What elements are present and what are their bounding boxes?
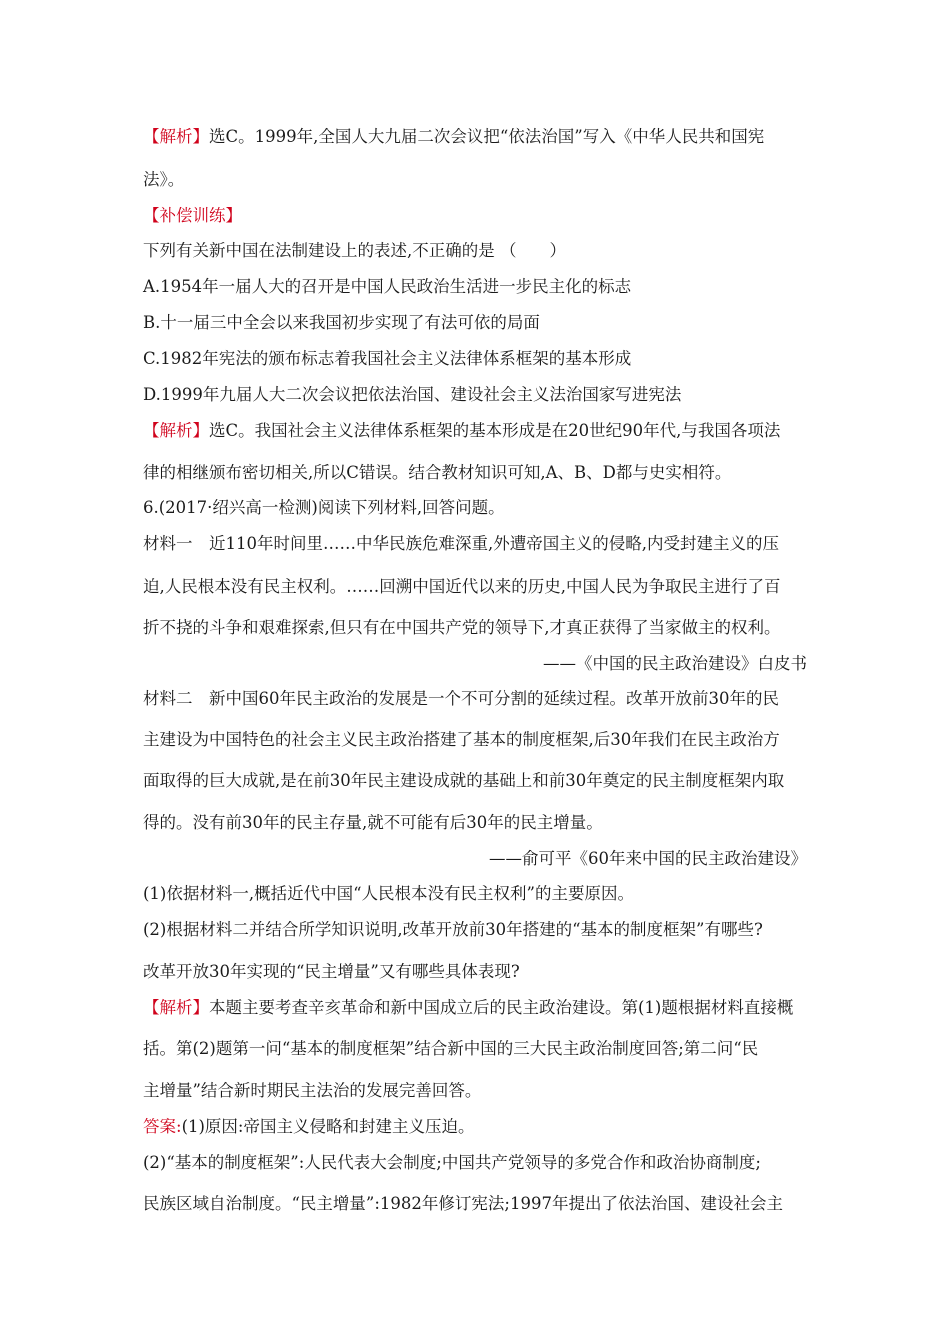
material-2-line: 面取得的巨大成就,是在前30年民主建设成就的基础上和前30年奠定的民主制度框架内取: [143, 771, 785, 790]
question-2: (2)根据材料二并结合所学知识说明,改革开放前30年搭建的“基本的制度框架”有哪些?: [143, 920, 763, 939]
answer-text: (1)原因:帝国主义侵略和封建主义压迫。: [181, 1117, 475, 1136]
answer-line: [143, 1116, 813, 1138]
material-2-source: ——俞可平《60年来中国的民主政治建设》: [489, 849, 807, 868]
analysis-text: 本题主要考查辛亥革命和新中国成立后的民主政治建设。第(1)题根据材料直接概: [209, 998, 794, 1017]
question-stem: 下列有关新中国在法制建设上的表述,不正确的是 （ ）: [143, 241, 566, 260]
analysis-text: 选C。我国社会主义法律体系框架的基本形成是在20世纪90年代,与我国各项法: [209, 421, 781, 440]
material-2-line: 得的。没有前30年的民主存量,就不可能有后30年的民主增量。: [143, 813, 603, 832]
text-line: 主增量”结合新时期民主法治的发展完善回答。: [143, 1081, 482, 1100]
option-d: D.1999年九届人大二次会议把依法治国、建设社会主义法治国家写进宪法: [143, 385, 682, 404]
text-line: 括。第(2)题第一问“基本的制度框架”结合新中国的三大民主政治制度回答;第二问“民: [143, 1039, 759, 1058]
material-1-line: 迫,人民根本没有民主权利。……回溯中国近代以来的历史,中国人民为争取民主进行了百: [143, 577, 781, 596]
option-c: C.1982年宪法的颁布标志着我国社会主义法律体系框架的基本形成: [143, 349, 632, 368]
question-2-continued: 改革开放30年实现的“民主增量”又有哪些具体表现?: [143, 962, 520, 981]
text-line: 法》。: [143, 170, 185, 189]
supplementary-training-label: 【补偿训练】: [143, 206, 242, 225]
question-1: (1)依据材料一,概括近代中国“人民根本没有民主权利”的主要原因。: [143, 884, 634, 903]
analysis-line: [143, 997, 813, 1019]
material-2-line: 主建设为中国特色的社会主义民主政治搭建了基本的制度框架,后30年我们在民主政治方: [143, 730, 780, 749]
material-1-source: ——《中国的民主政治建设》白皮书: [543, 654, 807, 673]
option-b: B.十一届三中全会以来我国初步实现了有法可依的局面: [143, 313, 540, 332]
analysis-label: 【解析】: [143, 127, 209, 146]
analysis-line: [143, 126, 813, 148]
material-2-line: 材料二 新中国60年民主政治的发展是一个不可分割的延续过程。改革开放前30年的民: [143, 689, 779, 708]
analysis-line: [143, 420, 813, 442]
material-1-line: 材料一 近110年时间里……中华民族危难深重,外遭帝国主义的侵略,内受封建主义的压: [143, 534, 779, 553]
text-line: (2)“基本的制度框架”:人民代表大会制度;中国共产党领导的多党合作和政治协商制度;: [143, 1153, 761, 1172]
option-a: A.1954年一届人大的召开是中国人民政治生活进一步民主化的标志: [143, 277, 632, 296]
analysis-label: 【解析】: [143, 998, 209, 1017]
analysis-text: 选C。1999年,全国人大九届二次会议把“依法治国”写入《中华人民共和国宪: [209, 127, 765, 146]
text-line: 民族区域自治制度。“民主增量”:1982年修订宪法;1997年提出了依法治国、建设社会主: [143, 1194, 783, 1213]
text-line: 律的相继颁布密切相关,所以C错误。结合教材知识可知,A、B、D都与史实相符。: [143, 463, 732, 482]
question-6-title: 6.(2017·绍兴高一检测)阅读下列材料,回答问题。: [143, 498, 505, 517]
answer-label: 答案:: [143, 1117, 182, 1136]
material-1-line: 折不挠的斗争和艰难探索,但只有在中国共产党的领导下,才真正获得了当家做主的权利。: [143, 618, 781, 637]
analysis-label: 【解析】: [143, 421, 209, 440]
